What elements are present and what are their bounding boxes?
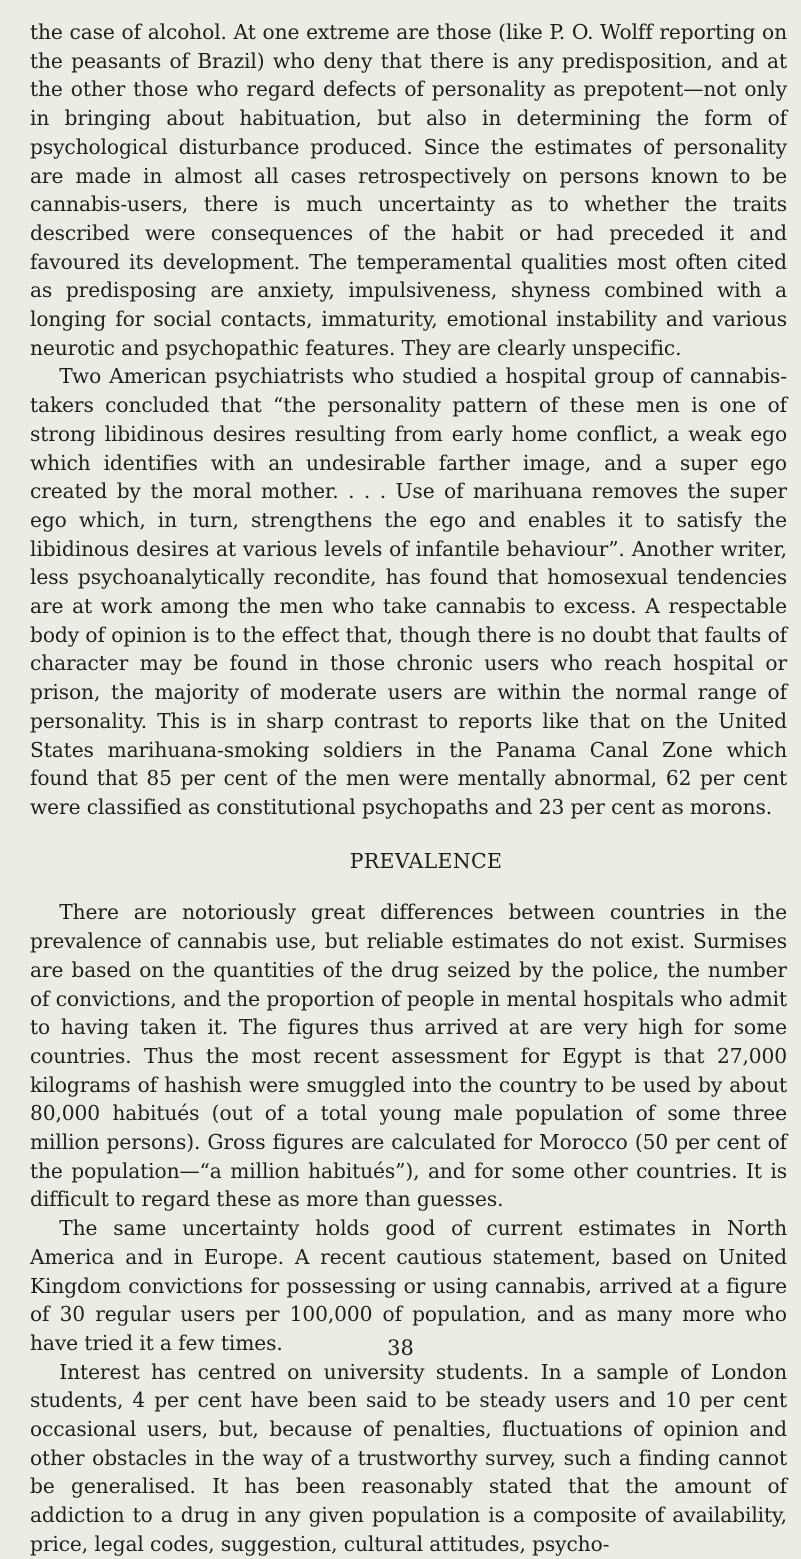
page-body	[30, 18, 787, 1559]
paragraph-american-psychiatrists: Two American psychiatrists who studied a hospital group of cannabis-takers concluded that “the personality pattern of these men is one of strong libidinous desires resulting from early home conflict, a weak ego which identifies with an undesirable farther image, and a super ego created by the moral mother. . . . Use of marihuana removes the super ego which, in turn, strengthens the ego and enables it to satisfy the libidinous desires at various levels of infantile behaviour”. Another writer, less psychoanalytically recondite, has found that homosexual tendencies are at work among the men who take cannabis to excess. A respectable body of opinion is to the effect that, though there is no doubt that faults of character may be found in those chronic users who reach hospital or prison, the majority of moderate users are within the normal range of personality. This is in sharp contrast to reports like that on the United States marihuana-smoking soldiers in the Panama Canal Zone which found that 85 per cent of the men were mentally abnormal, 62 per cent were classified as constitutional psychopaths and 23 per cent as morons.	[30, 364, 787, 819]
paragraph-prevalence-differences: There are notoriously great differences between countries in the prevalence of cannabis use, but reliable estimates do not exist. Surmises are based on the quantities of the drug seized by the police, the number of convictions, and the proportion of people in mental hospitals who admit to having taken it. The figures thus arrived at are very high for some countries. Thus the most recent assessment for Egypt is that 27,000 kilograms of hashish were smuggled into the country to be used by about 80,000 habitués (out of a total young male population of some three million persons). Gross figures are calculated for Morocco (50 per cent of the population—“a million habitués”), and for some other countries. It is difficult to regard these as more than guesses.	[30, 900, 787, 1212]
paragraph-university-students: Interest has centred on university students. In a sample of London students, 4 per cent have been said to be steady users and 10 per cent occasional users, but, because of penalties, fluctuations of opinion and other obstacles in the way of a trustworthy survey, such a finding cannot be generalised. It has been reasonably stated that the amount of addiction to a drug in any given population is a composite of availability, price, legal codes, suggestion, cultural attitudes, psycho-	[30, 1359, 787, 1556]
paragraph-personality-debate: the case of alcohol. At one extreme are those (like P. O. Wolff reporting on the peasants of Brazil) who deny that there is any predisposition, and at the other those who regard defects of personality as prepotent—not only in bringing about habituation, but also in determining the form of psychological disturbance produced. Since the estimates of personality are made in almost all cases retrospectively on persons known to be cannabis-users, there is much uncertainty as to whether the traits described were consequences of the habit or had preceded it and favoured its development. The temperamental qualities most often cited as predisposing are anxiety, impulsiveness, shyness combined with a longing for social contacts, immaturity, emotional instability and various neurotic and psychopathic features. They are clearly unspecific.	[30, 20, 787, 360]
paragraph-north-america-europe: The same uncertainty holds good of current estimates in North America and in Europe. A recent cautious statement, based on United Kingdom convictions for possessing or using cannabis, arrived at a figure of 30 regular users per 100,000 of population, and as many more who have tried it a few times.	[30, 1216, 787, 1355]
section-heading-prevalence: PREVALENCE	[349, 848, 503, 873]
page-number: 38	[387, 1336, 414, 1360]
